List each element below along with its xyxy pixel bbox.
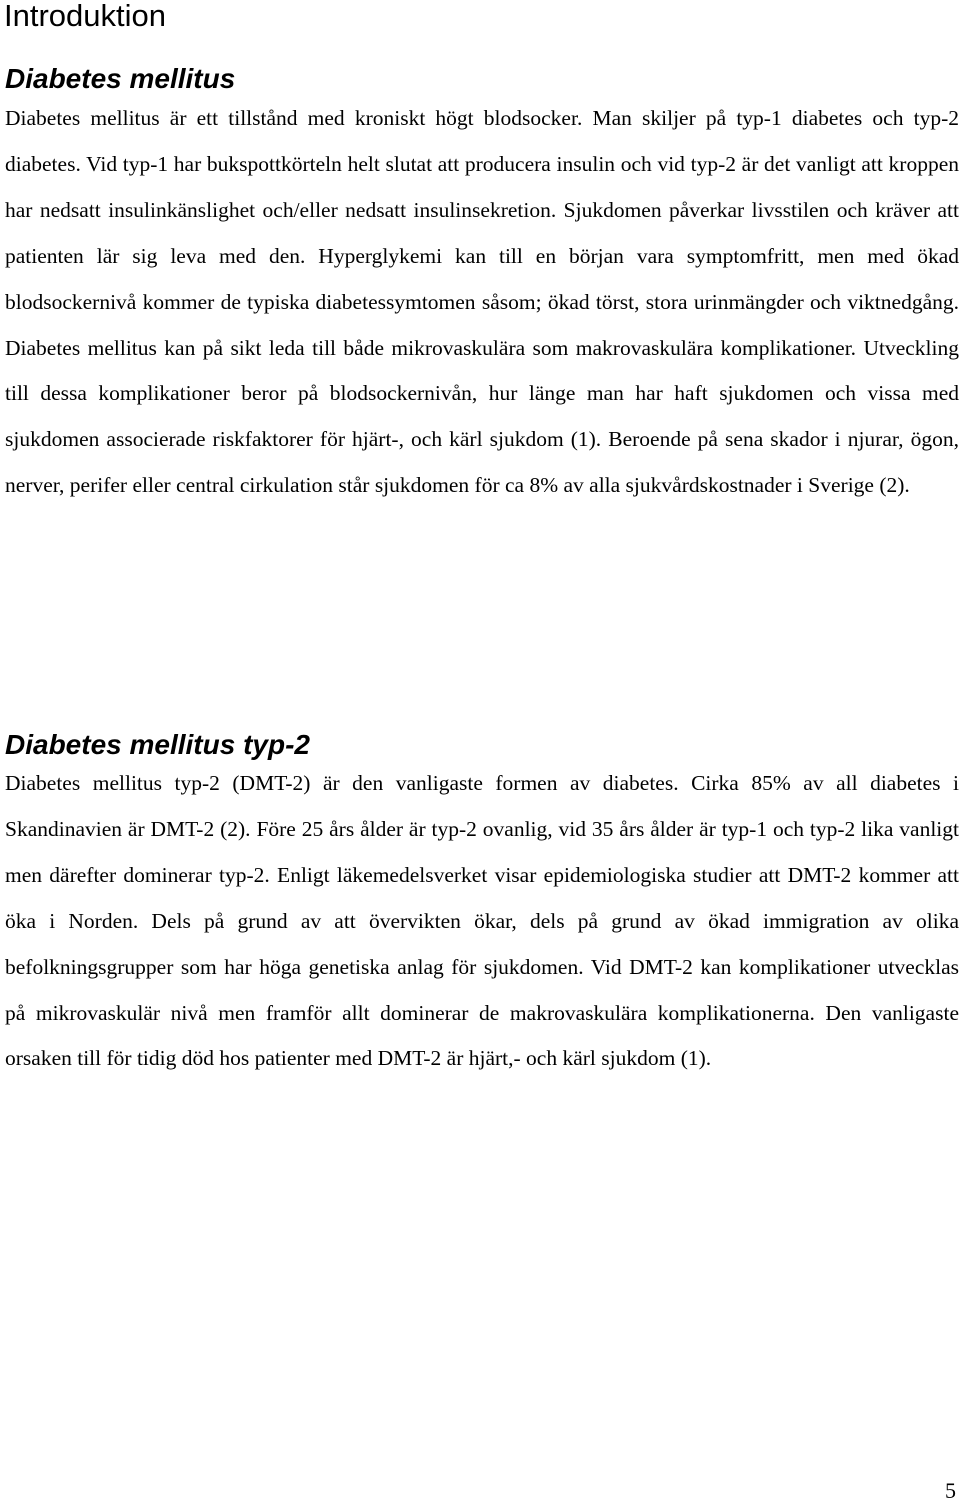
heading-diabetes-mellitus: Diabetes mellitus [5,63,236,94]
paragraph-diabetes-mellitus-typ-2: Diabetes mellitus typ-2 (DMT-2) är den vanligaste formen av diabetes. Cirka 85% av all diabetes i Skandinavien är DMT-2 (2). Före 25 års ålder är typ-2 ovanlig, vid 35 års ålder är typ-1 och typ-2 lika vanligt men därefter dominerar typ-2. Enligt läkemedelsverket visar epidemiologiska studier att DMT-2 kommer att öka i Norden. Dels på grund av att övervikten ökar, dels på grund av ökad immigration av olika befolkningsgrupper som har höga genetiska anlag för sjukdomen. Vid DMT-2 kan komplikationer utvecklas på mikrovaskulär nivå men framför allt dominerar de makrovaskulära komplikationerna. Den vanligaste orsaken till för tidig död hos patienter med DMT-2 är hjärt,- och kärl sjukdom (1). [5,771,959,1071]
section-title: Introduktion [4,0,166,33]
paragraph-diabetes-mellitus: Diabetes mellitus är ett tillstånd med kroniskt högt blodsocker. Man skiljer på typ-1 diabetes och typ-2 diabetes. Vid typ-1 har bukspottkörteln helt slutat att producera insulin och vid typ-2 är det vanligt att kroppen har nedsatt insulinkänslighet och/eller nedsatt insulinsekretion. Sjukdomen påverkar livsstilen och kräver att patienten lär sig leva med den. Hyperglykemi kan till en början vara symptomfritt, men med ökad blodsockernivå kommer de typiska diabetessymtomen såsom; ökad törst, stora urinmängder och viktnedgång. Diabetes mellitus kan på sikt leda till både mikrovaskulära som makrovaskulära komplikationer. Utveckling till dessa komplikationer beror på blodsockernivån, hur länge man har haft sjukdomen och vissa med sjukdomen associerade riskfaktorer för hjärt-, och kärl sjukdom (1). Beroende på sena skador i njurar, ögon, nerver, perifer eller central cirkulation står sjukdomen för ca 8% av alla sjukvårdskostnader i Sverige (2). [5,106,959,498]
heading-diabetes-mellitus-typ-2: Diabetes mellitus typ-2 [5,729,310,760]
page-number: 5 [945,1478,956,1503]
